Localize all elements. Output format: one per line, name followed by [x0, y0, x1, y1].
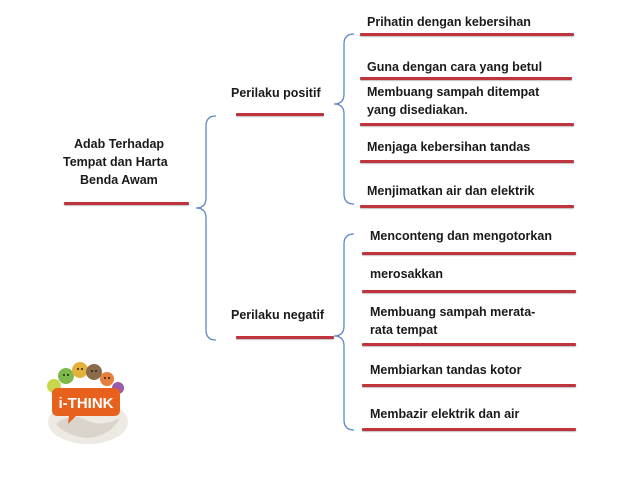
branch-negative-label: Perilaku negatif [231, 308, 325, 322]
root-label-line-1: Adab Terhadap [74, 137, 165, 151]
positive-item-1-underline [360, 33, 574, 36]
positive-bracket [334, 34, 354, 204]
negative-item-3-line-2: rata tempat [370, 323, 438, 337]
negative-item-5: Membazir elektrik dan air [370, 407, 520, 421]
positive-item-4-underline [360, 160, 574, 163]
positive-item-2: Guna dengan cara yang betul [367, 60, 543, 74]
root-label-line-3: Benda Awam [80, 173, 158, 187]
i-think-logo [36, 352, 136, 452]
negative-item-5-underline [362, 428, 576, 431]
positive-item-3-line-2: yang disediakan. [367, 103, 468, 117]
negative-bracket [334, 234, 354, 430]
branch-positive-underline [236, 113, 324, 116]
positive-item-5: Menjimatkan air dan elektrik [367, 184, 535, 198]
negative-item-4: Membiarkan tandas kotor [370, 363, 522, 377]
negative-item-2-underline [362, 290, 576, 293]
positive-item-3-underline [360, 123, 574, 126]
negative-item-1: Menconteng dan mengotorkan [370, 229, 552, 243]
negative-item-3-underline [362, 343, 576, 346]
positive-item-3-line-1: Membuang sampah ditempat [367, 85, 540, 99]
negative-item-3-line-1: Membuang sampah merata- [370, 305, 536, 319]
positive-item-4: Menjaga kebersihan tandas [367, 140, 531, 154]
negative-item-4-underline [362, 384, 576, 387]
positive-item-1: Prihatin dengan kebersihan [367, 15, 531, 29]
negative-item-1-underline [362, 252, 576, 255]
branch-negative-underline [236, 336, 334, 339]
root-underline [64, 202, 189, 205]
positive-item-2-underline [360, 77, 572, 80]
positive-item-5-underline [360, 205, 574, 208]
branch-positive-label: Perilaku positif [231, 86, 321, 100]
negative-item-2: merosakkan [370, 267, 443, 281]
logo-text: i-THINK [58, 395, 114, 412]
root-bracket [196, 116, 216, 340]
root-label-line-2: Tempat dan Harta [63, 155, 168, 169]
